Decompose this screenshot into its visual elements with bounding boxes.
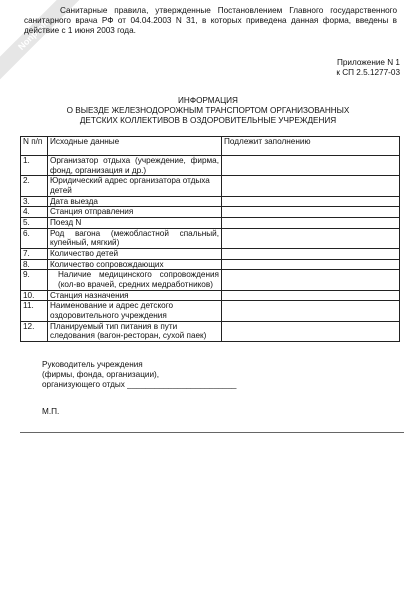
row-fill-cell[interactable] (222, 228, 400, 248)
header-number: N п/п (21, 137, 48, 156)
table-row (21, 290, 400, 301)
table-row (21, 218, 400, 229)
document-title (40, 96, 376, 126)
appendix-line-2: к СП 2.5.1277-03 (336, 68, 400, 77)
row-number: 8. (21, 259, 48, 270)
header-to-fill: Подлежит заполнению (222, 137, 400, 156)
row-label: Планируемый тип питания в пути следования (вагон-ресторан, сухой паек) (48, 321, 222, 341)
title-line-1: ИНФОРМАЦИЯ (178, 96, 238, 105)
row-fill-cell[interactable] (222, 270, 400, 290)
table-row (21, 301, 400, 321)
table-row (21, 156, 400, 176)
row-number: 9. (21, 270, 48, 290)
row-label: Станция отправления (48, 207, 222, 218)
table-row (21, 259, 400, 270)
row-number: 6. (21, 228, 48, 248)
row-number: 1. (21, 156, 48, 176)
row-number: 2. (21, 176, 48, 196)
table-row (21, 228, 400, 248)
signature-line-2: (фирмы, фонда, организации), (42, 370, 160, 379)
row-label: Станция назначения (48, 290, 222, 301)
table-row (21, 196, 400, 207)
signature-block (42, 360, 342, 390)
row-label: Поезд N (48, 218, 222, 229)
row-fill-cell[interactable] (222, 176, 400, 196)
row-fill-cell[interactable] (222, 321, 400, 341)
legal-note: Санитарные правила, утвержденные Постановлением Главного государственного санитарного врача РФ от 04.04.2003 N 31, в которых приведена данная форма, введены в действие с 1 июня 2003 года. (24, 6, 397, 35)
title-line-3: ДЕТСКИХ КОЛЛЕКТИВОВ В ОЗДОРОВИТЕЛЬНЫЕ УЧРЕЖДЕНИЯ (79, 116, 337, 125)
row-number: 11. (21, 301, 48, 321)
table-row (21, 176, 400, 196)
signature-line-3: организующего отдых ________________________ (42, 380, 237, 389)
table-row (21, 207, 400, 218)
row-number: 7. (21, 249, 48, 260)
row-label: Количество детей (48, 249, 222, 260)
row-label: Дата выезда (48, 196, 222, 207)
row-fill-cell[interactable] (222, 290, 400, 301)
table-row (21, 249, 400, 260)
table-row (21, 270, 400, 290)
signature-line-1: Руководитель учреждения (42, 360, 143, 369)
corner-watermark: Nonprofit (0, 0, 82, 82)
row-label: Количество сопровождающих (48, 259, 222, 270)
table-row (21, 321, 400, 341)
row-number: 5. (21, 218, 48, 229)
row-fill-cell[interactable] (222, 196, 400, 207)
appendix-line-1: Приложение N 1 (336, 58, 400, 67)
row-label: Наименование и адрес детского оздоровительного учреждения (48, 301, 222, 321)
stamp-placeholder: М.П. (42, 407, 60, 416)
row-fill-cell[interactable] (222, 301, 400, 321)
row-label: Род вагона (межобластной спальный, купейный, мягкий) (48, 228, 222, 248)
row-label: Наличие медицинского сопровождения (кол-во врачей, средних медработников) (48, 270, 222, 290)
row-number: 10. (21, 290, 48, 301)
row-number: 4. (21, 207, 48, 218)
bottom-divider (20, 432, 404, 433)
title-line-2: О ВЫЕЗДЕ ЖЕЛЕЗНОДОРОЖНЫМ ТРАНСПОРТОМ ОРГАНИЗОВАННЫХ (66, 106, 350, 115)
row-label: Юридический адрес организатора отдыха детей (48, 176, 222, 196)
row-number: 12. (21, 321, 48, 341)
row-label: Организатор отдыха (учреждение, фирма, фонд, организация и др.) (48, 156, 222, 176)
row-fill-cell[interactable] (222, 156, 400, 176)
info-table (20, 136, 400, 342)
row-fill-cell[interactable] (222, 259, 400, 270)
row-number: 3. (21, 196, 48, 207)
row-fill-cell[interactable] (222, 218, 400, 229)
table-header-row (21, 137, 400, 156)
appendix-reference (0, 58, 400, 78)
header-source-data: Исходные данные (48, 137, 222, 156)
row-fill-cell[interactable] (222, 207, 400, 218)
row-fill-cell[interactable] (222, 249, 400, 260)
